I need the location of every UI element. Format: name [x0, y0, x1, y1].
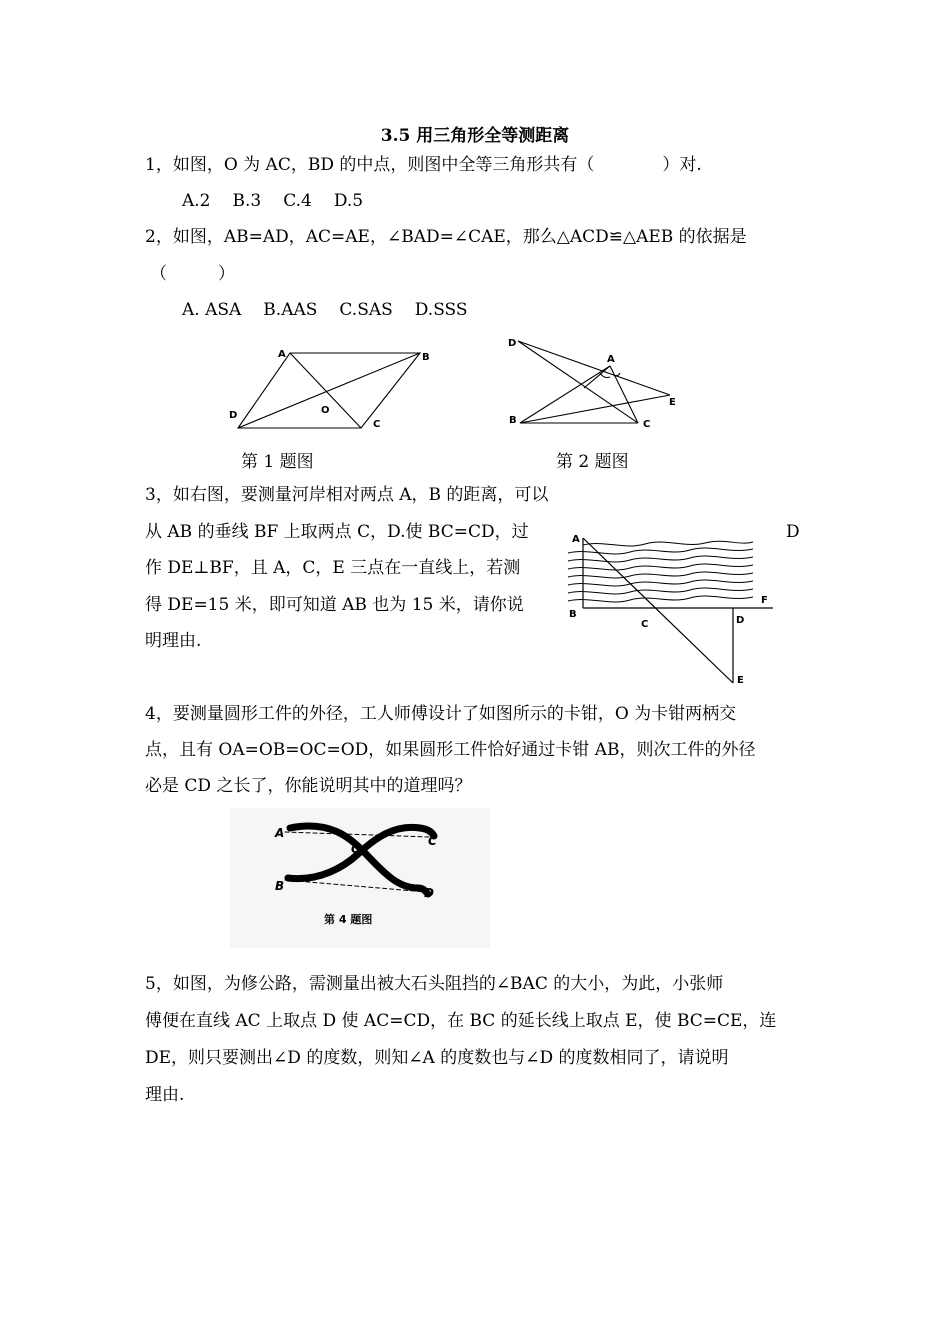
option-b: B.3	[232, 191, 262, 211]
figure-2-caption: 第 2 题图	[556, 452, 629, 472]
question-4-line-3: 必是 CD 之长了，你能说明其中的道理吗？	[145, 776, 472, 796]
question-3-stray-d: D	[786, 522, 800, 542]
question-5-line-3: DE，则只要测出∠D 的度数，则知∠A 的度数也与∠D 的度数相同了，请说明	[145, 1048, 729, 1068]
fig1-label-a: A	[278, 349, 286, 360]
fig2-label-a: A	[607, 354, 615, 365]
figure-4-calipers	[230, 808, 490, 948]
question-3-line-4: 得 DE=15 米，即可知道 AB 也为 15 米，请你说	[145, 595, 524, 615]
question-5-line-4: 理由.	[145, 1085, 185, 1105]
fig2-label-c: C	[643, 419, 651, 430]
question-1-options	[182, 191, 385, 211]
figure-4-caption: 第 4 题图	[324, 913, 373, 926]
question-4-line-2: 点，且有 OA=OB=OC=OD，如果圆形工件恰好通过卡钳 AB，则次工件的外径	[145, 740, 756, 760]
question-2-blank: （ ）	[150, 264, 235, 284]
question-3-line-5: 明理由.	[145, 631, 202, 651]
fig3-label-b: B	[569, 609, 577, 620]
option-d: D.SSS	[414, 300, 468, 320]
option-d: D.5	[333, 191, 364, 211]
question-2-options	[182, 300, 490, 320]
fig1-label-c: C	[373, 419, 381, 430]
question-1-text: 1，如图，O 为 AC，BD 的中点，则图中全等三角形共有（ ）对.	[145, 155, 702, 175]
figure-2-triangles	[500, 333, 690, 433]
figure-3-river	[565, 528, 780, 693]
question-4-line-1: 4，要测量圆形工件的外径，工人师傅设计了如图所示的卡钳，O 为卡钳两柄交	[145, 704, 737, 724]
question-3-line-3: 作 DE⊥BF，且 A，C，E 三点在一直线上，若测	[145, 558, 521, 578]
fig3-label-e: E	[737, 675, 744, 686]
option-c: C.4	[283, 191, 312, 211]
fig1-label-d: D	[229, 410, 238, 421]
question-3-line-1: 3，如右图，要测量河岸相对两点 A，B 的距离，可以	[145, 485, 549, 505]
option-a: A.2	[182, 191, 211, 211]
fig2-label-d: D	[508, 338, 517, 349]
fig4-label-d: D	[424, 886, 434, 900]
option-a: A. ASA	[182, 300, 242, 320]
fig4-label-c: C	[428, 834, 437, 848]
question-2-text: 2，如图，AB=AD，AC=AE，∠BAD=∠CAE，那么△ACD≌△AEB 的依据是	[145, 227, 747, 247]
fig3-label-d: D	[736, 615, 745, 626]
fig1-label-o: O	[321, 405, 330, 416]
page-title: 3.5 用三角形全等测距离	[380, 126, 570, 146]
question-3-line-2: 从 AB 的垂线 BF 上取两点 C，D.使 BC=CD，过	[145, 522, 529, 542]
fig3-label-f: F	[761, 595, 768, 606]
fig1-label-b: B	[422, 352, 430, 363]
figure-1-caption: 第 1 题图	[241, 452, 314, 472]
fig3-label-c: C	[641, 619, 649, 630]
fig4-label-o: O	[351, 842, 362, 856]
fig2-label-e: E	[669, 397, 676, 408]
question-5-line-1: 5，如图，为修公路，需测量出被大石头阻挡的∠BAC 的大小，为此，小张师	[145, 974, 724, 994]
option-c: C.SAS	[339, 300, 393, 320]
figure-1-parallelogram	[225, 343, 440, 435]
option-b: B.AAS	[263, 300, 318, 320]
question-5-line-2: 傅便在直线 AC 上取点 D 使 AC=CD，在 BC 的延长线上取点 E，使 BC=CE，连	[145, 1011, 777, 1031]
fig2-label-b: B	[509, 415, 517, 426]
fig3-label-a: A	[572, 534, 580, 545]
fig4-label-b: B	[275, 879, 285, 893]
fig4-label-a: A	[275, 826, 285, 840]
